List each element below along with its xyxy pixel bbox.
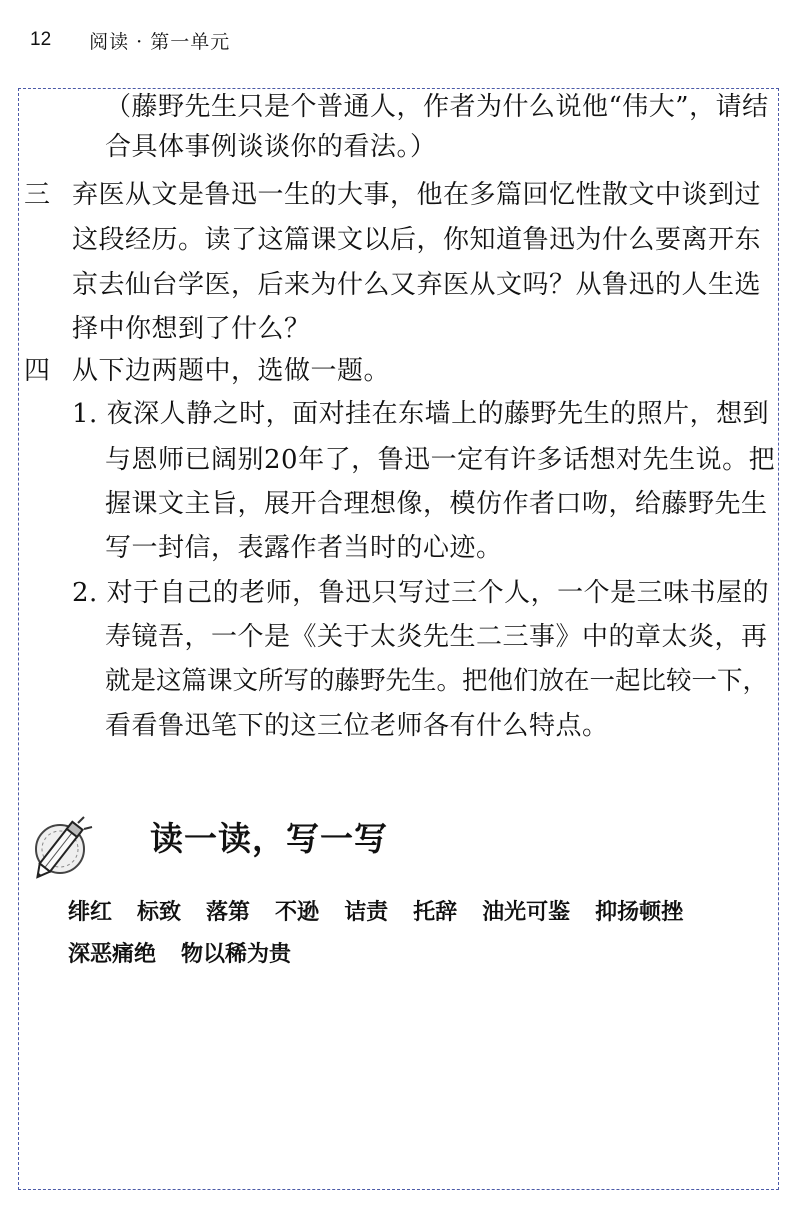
vocab-word: 深恶痛绝 — [68, 942, 157, 967]
page-header — [30, 26, 230, 54]
page-number: 12 — [30, 29, 52, 50]
vocab-word: 油光可鉴 — [482, 900, 571, 925]
question-4-number: 四 — [24, 356, 51, 386]
option-1-line: 与恩师已阔别20年了，鲁迅一定有许多话想对先生说。把 — [105, 445, 776, 475]
vocab-line-2 — [68, 944, 291, 966]
option-1-line: 握课文主旨，展开合理想像，模仿作者口吻，给藤野先生 — [105, 489, 768, 519]
option-1-line: 1. 夜深人静之时，面对挂在东墙上的藤野先生的照片，想到 — [72, 399, 770, 429]
read-write-title: 读一读，写一写 — [150, 819, 388, 858]
q2-note-line: （藤野先生只是个普通人，作者为什么说他“伟大”，请结 — [105, 92, 769, 122]
vocab-word: 抑扬顿挫 — [595, 900, 684, 925]
question-3-number: 三 — [24, 180, 51, 210]
vocab-word: 落第 — [206, 900, 251, 925]
q2-note-line: 合具体事例谈谈你的看法。） — [105, 132, 437, 162]
option-2-line: 就是这篇课文所写的藤野先生。把他们放在一起比较一下， — [105, 666, 769, 696]
question-3-line: 京去仙台学医，后来为什么又弃医从文吗？从鲁迅的人生选 — [72, 270, 762, 300]
vocab-word: 标致 — [137, 900, 182, 925]
option-1-line: 写一封信，表露作者当时的心迹。 — [105, 533, 503, 563]
vocab-word: 不逊 — [275, 900, 320, 925]
option-2-line: 看看鲁迅笔下的这三位老师各有什么特点。 — [105, 711, 609, 741]
vocab-word: 物以稀为贵 — [181, 942, 292, 967]
question-3-line: 这段经历。读了这篇课文以后，你知道鲁迅为什么要离开东 — [72, 225, 762, 255]
vocab-word: 诘责 — [344, 900, 389, 925]
vocab-word: 托辞 — [413, 900, 458, 925]
option-2-line: 2. 对于自己的老师，鲁迅只写过三个人，一个是三味书屋的 — [72, 578, 770, 608]
pencil-icon — [20, 805, 102, 887]
option-2-line: 寿镜吾，一个是《关于太炎先生二三事》中的章太炎，再 — [105, 622, 768, 652]
question-4-intro: 从下边两题中，选做一题。 — [72, 356, 391, 386]
question-3-line: 弃医从文是鲁迅一生的大事，他在多篇回忆性散文中谈到过 — [72, 180, 762, 210]
vocab-word: 绯红 — [68, 900, 113, 925]
question-3-line: 择中你想到了什么？ — [72, 314, 311, 344]
header-section-title: 阅读 · 第一单元 — [89, 30, 231, 53]
vocab-line-1 — [68, 902, 683, 924]
